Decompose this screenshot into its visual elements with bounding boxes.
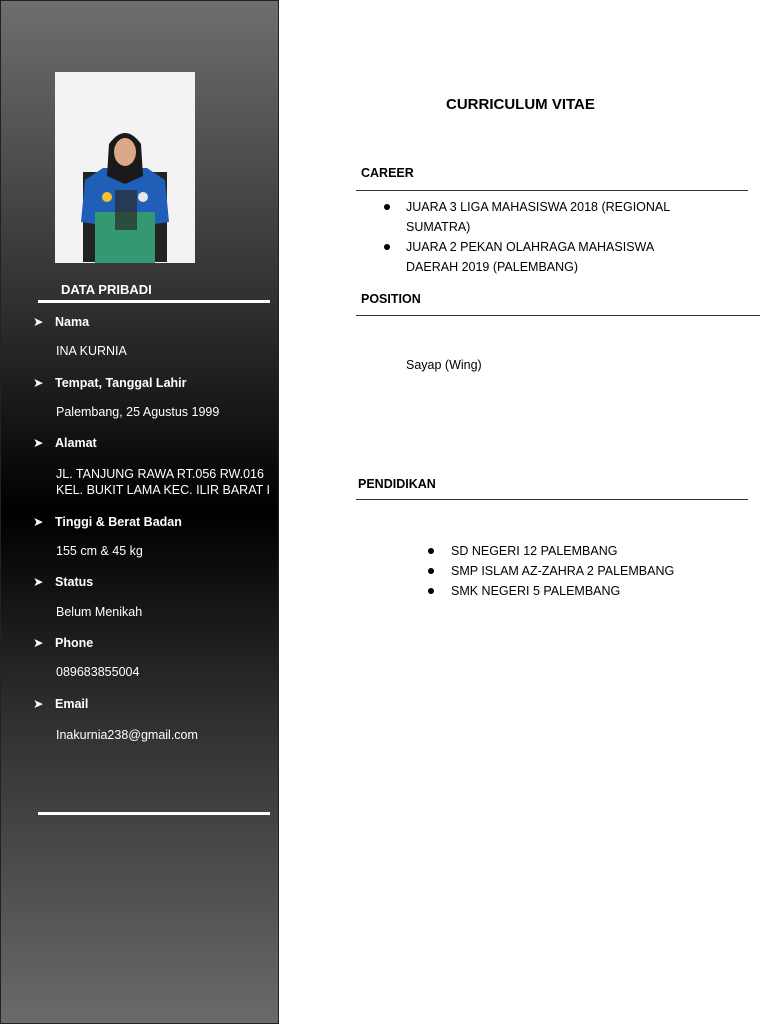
bullet-icon <box>428 588 434 594</box>
section-title-pendidikan: PENDIDIKAN <box>358 477 436 491</box>
list-item: SMP ISLAM AZ-ZAHRA 2 PALEMBANG <box>428 561 728 581</box>
sidebar <box>0 0 279 1024</box>
section-title-position: POSITION <box>361 292 421 306</box>
list-item: SMK NEGERI 5 PALEMBANG <box>428 581 728 601</box>
field-value-email: Inakurnia238@gmail.com <box>56 728 198 742</box>
arrow-right-icon: ➤ <box>33 315 44 329</box>
arrow-right-icon: ➤ <box>33 436 44 450</box>
list-item: JUARA 2 PEKAN OLAHRAGA MAHASISWA DAERAH 2019 (PALEMBANG) <box>384 237 684 277</box>
field-label-nama: ➤ Nama <box>33 315 90 329</box>
section-title-data-pribadi: DATA PRIBADI <box>61 282 152 297</box>
education-list <box>428 541 728 601</box>
field-value-nama: INA KURNIA <box>56 344 127 358</box>
bullet-icon <box>428 568 434 574</box>
position-value: Sayap (Wing) <box>406 358 482 372</box>
career-list <box>384 197 684 277</box>
arrow-right-icon: ➤ <box>33 697 44 711</box>
page-title: CURRICULUM VITAE <box>446 96 595 113</box>
divider <box>356 315 760 316</box>
divider <box>356 190 748 191</box>
arrow-right-icon: ➤ <box>33 636 44 650</box>
field-label-height-weight: ➤ Tinggi & Berat Badan <box>33 515 182 529</box>
arrow-right-icon: ➤ <box>33 376 44 390</box>
field-label-email: ➤ Email <box>33 697 89 711</box>
field-value-birth: Palembang, 25 Agustus 1999 <box>56 405 220 419</box>
bullet-icon <box>428 548 434 554</box>
divider <box>38 300 270 303</box>
arrow-right-icon: ➤ <box>33 575 44 589</box>
bullet-icon <box>384 204 390 210</box>
list-item: JUARA 3 LIGA MAHASISWA 2018 (REGIONAL SUMATRA) <box>384 197 684 237</box>
list-item: SD NEGERI 12 PALEMBANG <box>428 541 728 561</box>
field-value-phone: 089683855004 <box>56 665 140 679</box>
arrow-right-icon: ➤ <box>33 515 44 529</box>
divider <box>38 812 270 815</box>
divider <box>356 499 748 500</box>
profile-photo <box>55 72 195 263</box>
section-title-career: CAREER <box>361 166 414 180</box>
field-value-alamat: JL. TANJUNG RAWA RT.056 RW.016 KEL. BUKIT LAMA KEC. ILIR BARAT I <box>56 467 270 497</box>
field-label-phone: ➤ Phone <box>33 636 94 650</box>
field-label-birth: ➤ Tempat, Tanggal Lahir <box>33 376 187 390</box>
field-value-status: Belum Menikah <box>56 605 143 619</box>
person-portrait-icon <box>55 72 195 263</box>
bullet-icon <box>384 244 390 250</box>
field-label-status: ➤ Status <box>33 575 94 589</box>
field-label-alamat: ➤ Alamat <box>33 436 97 450</box>
field-value-height-weight: 155 cm & 45 kg <box>56 544 143 558</box>
